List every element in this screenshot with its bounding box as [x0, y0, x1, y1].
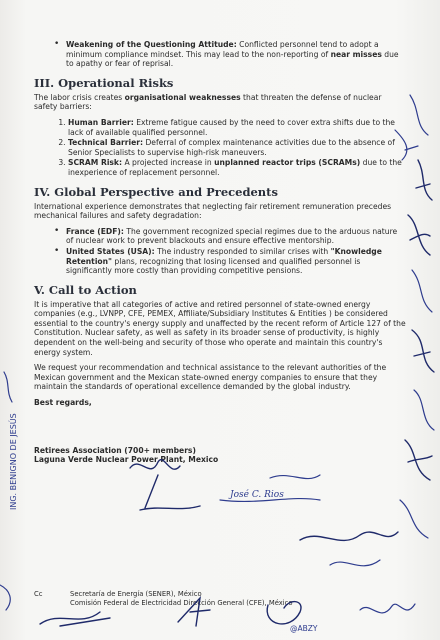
signature-space — [34, 414, 406, 446]
bullet-list-top — [34, 40, 406, 69]
section3-intro: The labor crisis creates organisational weaknesses that threaten the defense of nuclear safety barriers: — [34, 92, 382, 112]
signature-stroke — [360, 604, 415, 613]
section-heading-call-to-action: V. Call to Action — [34, 282, 137, 297]
list-item: • United States (USA): The industry responded to similar crises with "Knowledge Retention" plans, recognizing that losing licensed and qualified personnel is significantly more costly than providing competitive pensions. — [54, 247, 406, 276]
margin-note-text: ING. BENIGNO DE JESÚS — [9, 413, 18, 510]
signature-stroke — [330, 560, 380, 566]
signature-stroke — [405, 440, 432, 480]
signature-stroke — [408, 215, 430, 255]
bottom-handwritten-code: @ABZY — [290, 624, 318, 633]
cc-recipient-2: Comisión Federal de Electricidad Dirección General (CFE), México — [70, 599, 293, 607]
signature-stroke — [270, 475, 320, 479]
signature-stroke — [412, 270, 432, 312]
bullet-list-precedents — [34, 227, 406, 276]
list-item: 3. SCRAM Risk: A projected increase in unplanned reactor trips (SCRAMs) due to the inexperience of replacement personnel. — [68, 158, 406, 177]
salutation: Best regards, — [34, 398, 92, 408]
organization-location: Laguna Verde Nuclear Power Plant, Mexico — [34, 455, 219, 465]
letter-body — [34, 40, 406, 465]
list-item: 2. Technical Barrier: Deferral of complex maintenance activities due to the absence of Senior Specialists to supervise high-risk maneuvers. — [68, 138, 406, 157]
cc-recipients — [70, 590, 293, 608]
section-heading-operational-risks: III. Operational Risks — [34, 75, 174, 90]
signature-stroke — [400, 500, 428, 538]
organization-name: Retirees Association (700+ members) — [34, 445, 196, 455]
list-item: • Weakening of the Questioning Attitude: Conflicted personnel tend to adopt a minimum compliance mindset. This may lead to the non-reporting of near misses due to apathy or fear of reprisal. — [54, 40, 406, 69]
list-item: • France (EDF): The government recognized special regimes due to the arduous nature of nuclear work to prevent blackouts and ensure effective mentorship. — [54, 227, 406, 246]
signature-stroke — [414, 390, 434, 430]
signature-stroke — [4, 372, 12, 402]
signature-stroke — [0, 585, 10, 610]
signature-stroke — [410, 95, 428, 135]
signature-stroke — [140, 475, 200, 510]
list-item: 1. Human Barrier: Extreme fatigue caused by the need to cover extra shifts due to the lack of available qualified personnel. — [68, 118, 406, 137]
signature-stroke — [300, 532, 398, 540]
section-heading-global-perspective: IV. Global Perspective and Precedents — [34, 184, 278, 199]
call-to-action-paragraph-1: It is imperative that all categories of active and retired personnel of state-owned energy companies (e.g., LVNPP, CFE, PEMEX, Affiliate/Subsidiary Institutes & Entities ) be considered essential to the country's energy supply and unaffected by the recent reform of Article 127 of the Constitution. Nuclear safety, as well as safety in its broader sense of productivity, is highly dependent on the well-being and security of those who operate and maintain this country's energy system. — [34, 299, 406, 357]
section4-intro: International experience demonstrates that neglecting fair retirement remuneration precedes mechanical failures and safety degradation: — [34, 201, 392, 221]
signature-stroke — [416, 160, 432, 200]
signature-stroke — [412, 330, 434, 372]
signature-stroke — [220, 499, 320, 502]
cc-recipient-1: Secretaría de Energía (SENER), México — [70, 590, 202, 598]
call-to-action-paragraph-2: We request your recommendation and technical assistance to the relevant authorities of the Mexican government and the Mexican state-owned energy companies to ensure that they maintain the standards of operational excellence demanded by the global industry. — [34, 363, 387, 392]
signature-rios: José C. Rios — [230, 490, 284, 500]
numbered-list-risks — [34, 118, 406, 178]
margin-handwriting — [7, 413, 18, 510]
cc-label: Cc — [34, 590, 43, 598]
signature-stroke — [40, 612, 110, 626]
